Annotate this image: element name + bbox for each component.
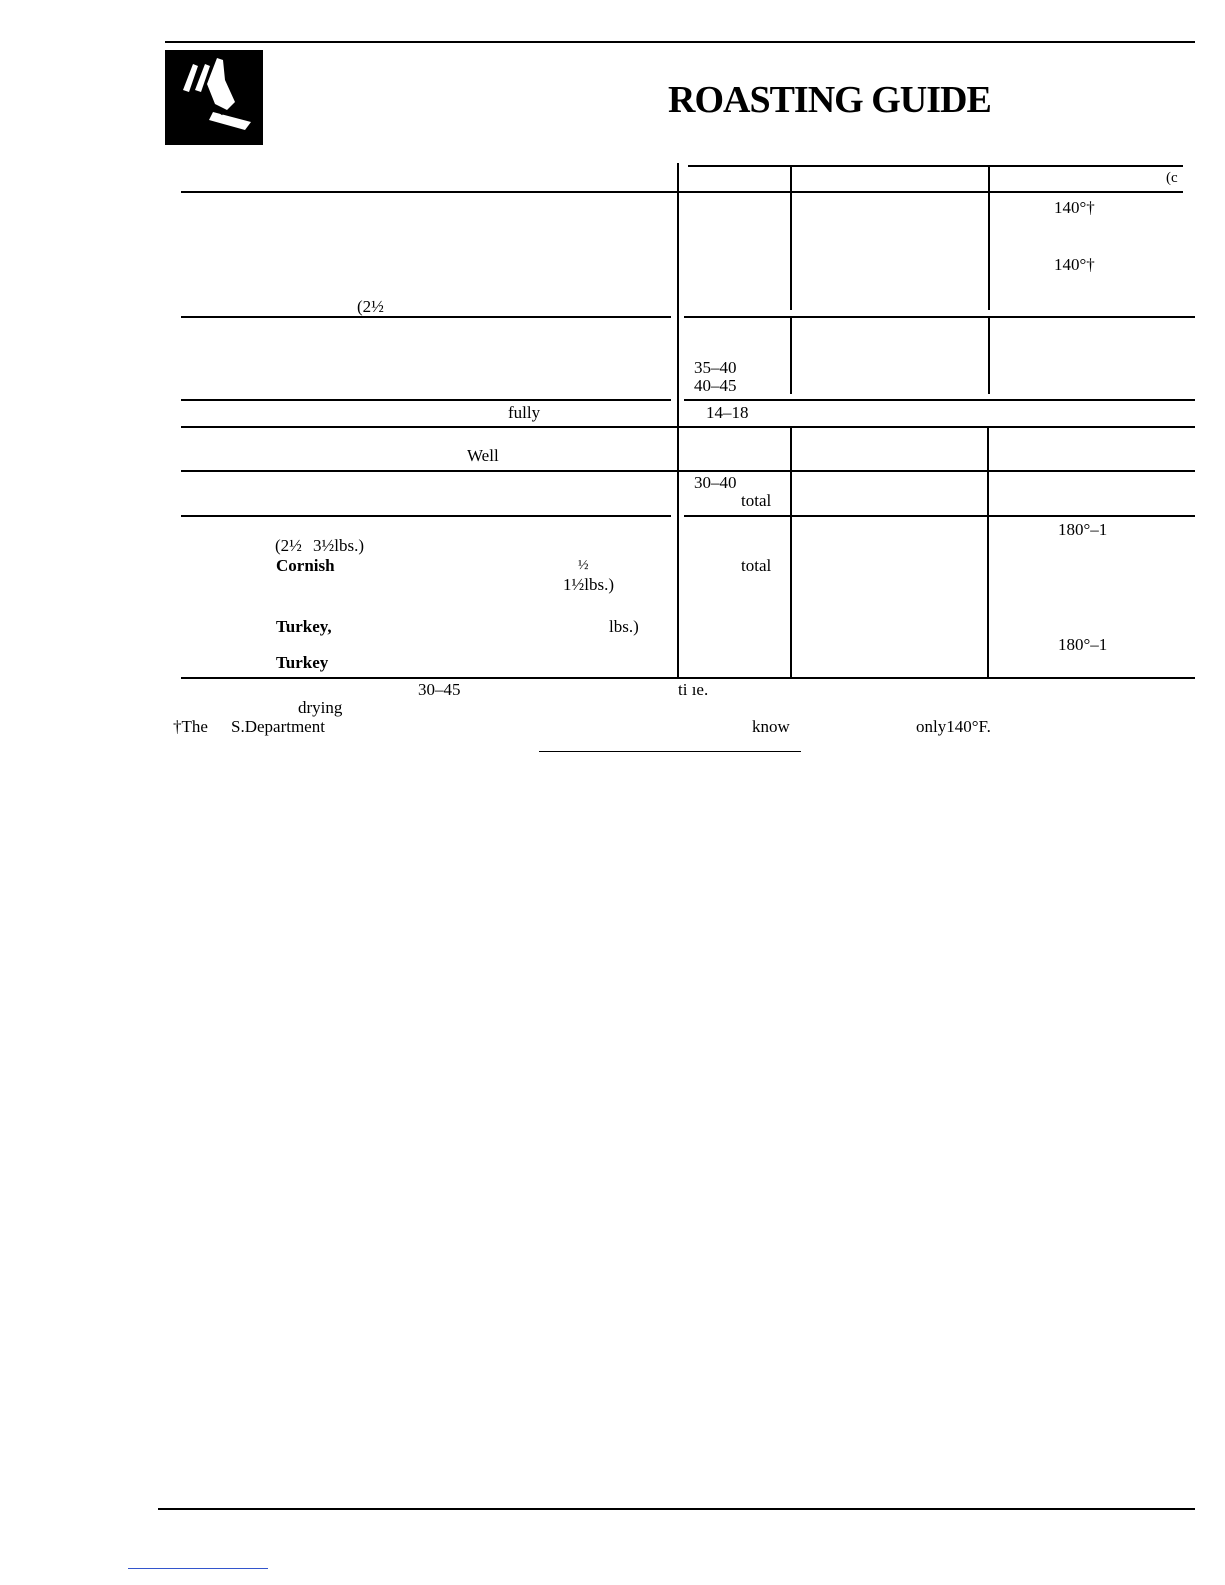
row2-time-b: 40–45: [694, 376, 737, 395]
row6-weight-b: 3½lbs.): [313, 536, 364, 555]
footnote1-end: ti ıe.: [678, 680, 709, 699]
table-bottom-rule: [181, 677, 1195, 679]
row1-temp-a: 140°†: [1054, 198, 1095, 217]
row1-note: (2½: [357, 297, 384, 316]
table-header-top-rule: [688, 165, 1183, 167]
row-rule-4: [181, 470, 1195, 472]
row3-time: 14–18: [706, 403, 749, 422]
row6-bird-b: Turkey,: [276, 617, 332, 636]
bottom-rule: [158, 1508, 1195, 1510]
hand-pressing-button-icon: [165, 50, 263, 145]
row5-time-note: total: [741, 491, 772, 510]
row3-label: fully: [508, 403, 541, 422]
row-rule-2b: [684, 399, 1195, 401]
row-rule-1b: [684, 316, 1195, 318]
footnote3-end: only140°F.: [916, 717, 991, 736]
bottom-link-underline[interactable]: [128, 1568, 268, 1569]
row-rule-5b: [684, 515, 1195, 517]
row2-time-a: 35–40: [694, 358, 737, 377]
footnote3-know: know: [752, 717, 790, 736]
row6-bird-c: Turkey: [276, 653, 329, 672]
footnote3-start: †The: [173, 717, 208, 736]
col-divider-3a: [988, 165, 990, 310]
col-divider-2c: [790, 428, 792, 678]
row6-weight-c: 1½lbs.): [563, 575, 614, 594]
footnote-separator: [539, 751, 801, 752]
row6-weight-d: lbs.): [609, 617, 639, 636]
col-divider-2a: [790, 165, 792, 310]
row5-time: 30–40: [694, 473, 737, 492]
footnote2-word: drying: [298, 698, 343, 717]
row4-label: Well: [467, 446, 499, 465]
header-fragment: (c: [1166, 170, 1178, 186]
footnote3-dept: S.Department: [231, 717, 325, 736]
footnote1-range: 30–45: [418, 680, 461, 699]
row-rule-2: [181, 399, 671, 401]
col-divider-3c: [987, 428, 989, 678]
col-divider-1: [677, 163, 679, 679]
row6-half: ½: [578, 558, 589, 573]
col-divider-3b: [988, 318, 990, 394]
row-rule-3: [181, 426, 1195, 428]
row-rule-1: [181, 316, 671, 318]
row6-temp-a: 180°–1: [1058, 520, 1108, 539]
page-title: ROASTING GUIDE: [668, 79, 991, 121]
table-header-rule: [181, 191, 1183, 193]
row6-time-note: total: [741, 556, 772, 575]
row-rule-5: [181, 515, 671, 517]
col-divider-2b: [790, 318, 792, 394]
row6-temp-b: 180°–1: [1058, 635, 1108, 654]
row6-weight-a: (2½: [275, 536, 302, 555]
row6-bird-a: Cornish: [276, 556, 335, 575]
row1-temp-b: 140°†: [1054, 255, 1095, 274]
top-rule: [165, 41, 1195, 43]
